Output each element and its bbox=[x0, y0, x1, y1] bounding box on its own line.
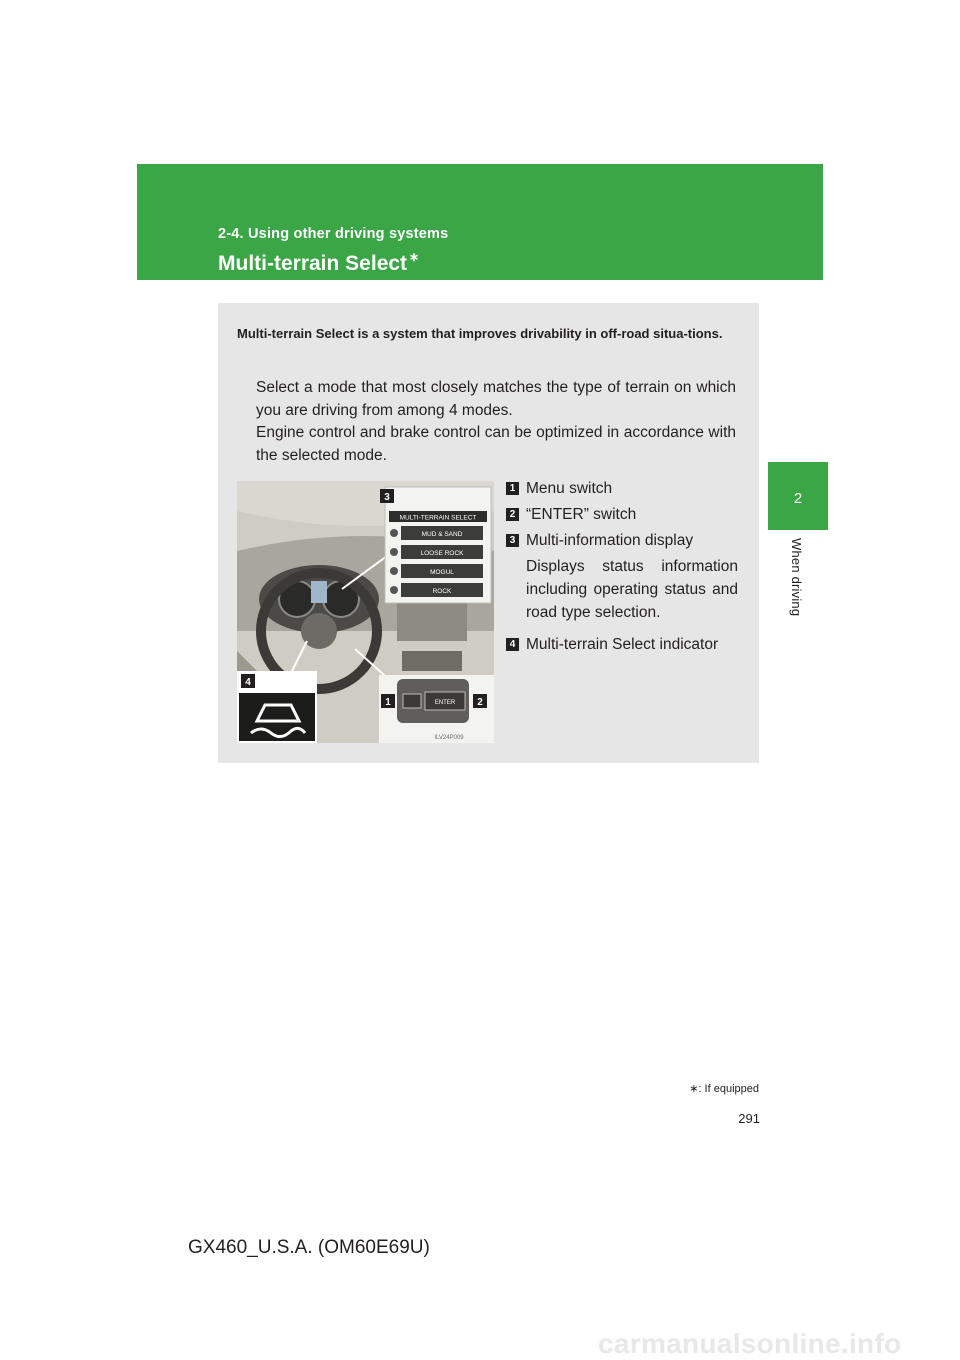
section-label: 2-4. Using other driving systems bbox=[218, 226, 449, 242]
paragraph-engine-control: Engine control and brake control can be optimized in accordance with the selected mode. bbox=[256, 424, 736, 464]
dashboard-drawing bbox=[237, 481, 494, 743]
callout-1-label: 1 bbox=[385, 697, 391, 708]
intro-text: Multi-terrain Select is a system that improves drivability in off-road situa-tions. bbox=[237, 326, 723, 341]
legend-number-1: 1 bbox=[506, 482, 519, 495]
mode-mogul: MOGUL bbox=[430, 569, 454, 576]
callout-2-label: 2 bbox=[477, 697, 483, 708]
mode-rock: ROCK bbox=[432, 588, 452, 595]
mode-dot-2 bbox=[390, 548, 398, 556]
legend-label-2: “ENTER” switch bbox=[526, 506, 637, 523]
display-title: MULTI-TERRAIN SELECT bbox=[399, 514, 477, 522]
center-vents bbox=[402, 651, 462, 671]
legend-item-enter-switch bbox=[506, 503, 738, 526]
footnote bbox=[689, 1082, 759, 1095]
figure-code: ILV24P009 bbox=[434, 735, 464, 741]
legend-number-4: 4 bbox=[506, 638, 519, 651]
chapter-tab-label: When driving bbox=[789, 538, 804, 617]
legend-item-menu-switch bbox=[506, 477, 738, 500]
document-id: GX460_U.S.A. (OM60E69U) bbox=[188, 1237, 430, 1258]
chapter-tab-number: 2 bbox=[793, 490, 803, 507]
page-number: 291 bbox=[738, 1111, 760, 1126]
paragraph-modes: Select a mode that most closely matches the type of terrain on which you are driving from among 4 modes. bbox=[256, 379, 736, 419]
multi-info-display-small bbox=[311, 581, 327, 603]
enter-switch-label: ENTER bbox=[434, 700, 456, 706]
indicator-panel bbox=[239, 693, 315, 741]
page-title-text: Multi-terrain Select bbox=[218, 252, 408, 275]
mode-dot-1 bbox=[390, 529, 398, 537]
mode-loose-rock: LOOSE ROCK bbox=[420, 550, 464, 557]
mode-dot-4 bbox=[390, 586, 398, 594]
mode-dot-3 bbox=[390, 567, 398, 575]
legend-item-multi-info-display bbox=[506, 529, 738, 552]
legend-number-2: 2 bbox=[506, 508, 519, 521]
callout-3-label: 3 bbox=[384, 492, 390, 503]
page-title bbox=[218, 250, 419, 276]
footnote-mark: ∗ bbox=[689, 1083, 699, 1095]
menu-switch bbox=[403, 694, 421, 708]
center-stack bbox=[397, 601, 467, 641]
footnote-text: : If equipped bbox=[698, 1083, 759, 1095]
legend-number-3: 3 bbox=[506, 534, 519, 547]
mode-mud-sand: MUD & SAND bbox=[421, 531, 463, 538]
legend-label-1: Menu switch bbox=[526, 480, 613, 497]
watermark-text: carmanualsonline.info bbox=[598, 1328, 902, 1359]
legend-item-terrain-indicator bbox=[506, 633, 738, 656]
callout-4-label: 4 bbox=[245, 677, 251, 688]
dashboard-illustration bbox=[237, 481, 494, 743]
legend-label-3: Multi-information display bbox=[526, 532, 694, 549]
callout-legend bbox=[506, 477, 738, 656]
legend-label-4: Multi-terrain Select indicator bbox=[526, 636, 719, 653]
equipped-mark: ∗ bbox=[409, 250, 420, 264]
legend-detail-3: Displays status information including operating status and road type selection. bbox=[526, 558, 738, 621]
